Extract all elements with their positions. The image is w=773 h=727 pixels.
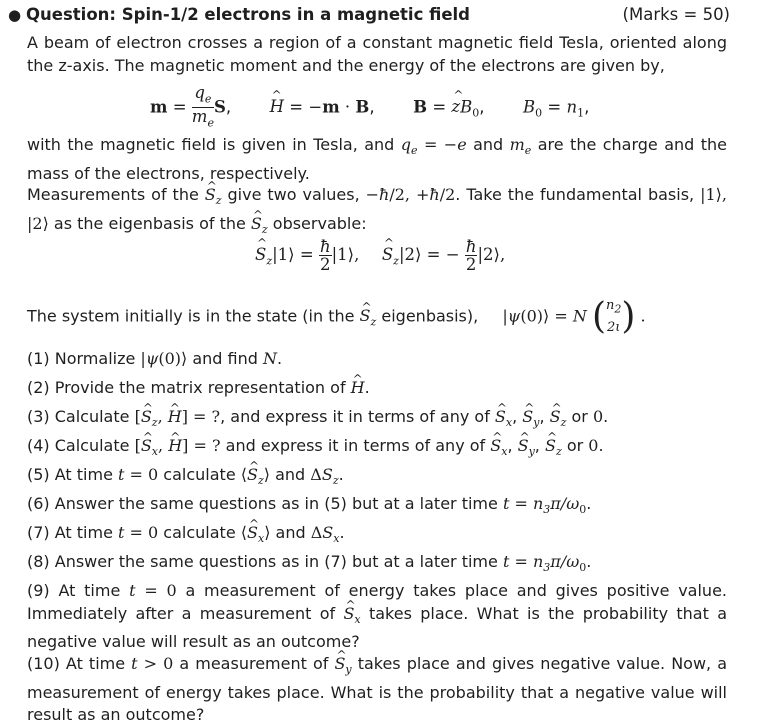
part-7: (7) At time t = 0 calculate ⟨^ $S_x⟩$ and $\Delta S_x$. [27,522,345,550]
initial-state-line: The system initially is in the state (in the ^ $S_z$ eigenbasis), |ψ(0)⟩ = N ($n_2$ 2ι) . [27,297,646,337]
part-2: (2) Provide the matrix representation of ^ H. [27,377,370,399]
equation-eigen: ^ $S_z|1⟩$ = $\frac{ħ}{2}$ |1⟩, ^ $S_z|2⟩$ = − $\frac{ħ}{2}$ |2⟩, [255,238,505,273]
bullet-icon: ● [8,6,22,24]
part-3: (3) Calculate [^ $S_z$, ^ H] = ?, and express it in terms of any of ^ $S_x$, ^ $S_y$, ^ $S_z$ or 0. [27,406,608,434]
part-9: (9) At time t = 0 a measurement of energy takes place and gives positive value. Immediately after a measurement of ^ $S_x$ takes place. What is the probability that a negative value will result as an outcome? [27,580,727,654]
part-1: (1) Normalize |ψ(0)⟩ and find N. [27,349,283,368]
charge-mass-paragraph: with the magnetic field is given in Tesla, and $q_e = -e$ and $m_e$ are the charge and the mass of the electrons, respectively. [27,135,727,183]
question-title: Question: Spin-1/2 electrons in a magnetic field [26,5,470,24]
part-5: (5) At time t = 0 calculate ⟨^ $S_z⟩$ and $\Delta S_z$. [27,464,344,492]
part-10: (10) At time t > 0 a measurement of ^ $S_y$ takes place and gives negative value. Now, a measurement of energy takes place. What is the probability that a negative value will result as an outcome? [27,653,727,727]
equation-magnetic-moment: m = $\frac{q_e}{m_e}$ S, ^ H = −m · B, B = ^ $zB_0$, $B_0 = n_1$, [150,84,589,132]
measurement-paragraph: Measurements of the ^ $S_z$ give two values, −ħ/2, +ħ/2. Take the fundamental basis, |1⟩, |2⟩ as the eigenbasis of the ^ $S_z$ observable: [27,184,727,241]
part-4: (4) Calculate [^ $S_x$, ^ H] = ? and express it in terms of any of ^ $S_x$, ^ $S_y$, ^ $S_z$ or 0. [27,435,604,463]
part-8: (8) Answer the same questions as in (7) but at a later time $t = n_3\pi/\omega_0$. [27,552,592,575]
question-header [8,4,730,26]
marks-label: (Marks = 50) [622,5,730,24]
part-6: (6) Answer the same questions as in (5) but at a later time $t = n_3\pi/\omega_0$. [27,494,592,517]
intro-paragraph: A beam of electron crosses a region of a constant magnetic field Tesla, oriented along the z-axis. The magnetic moment and the energy of the electrons are given by, [27,33,727,75]
